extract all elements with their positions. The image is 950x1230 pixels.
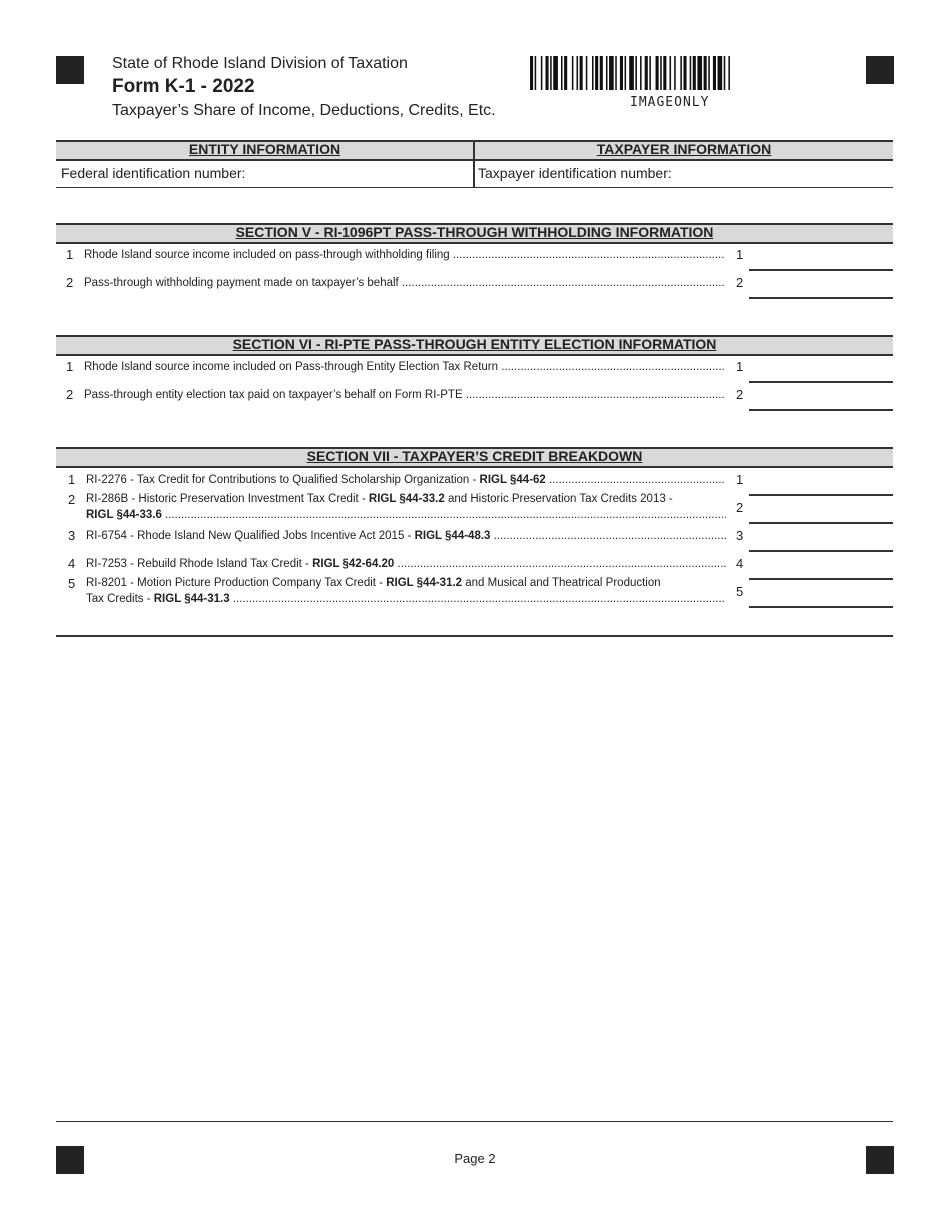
section7-line3-input[interactable] xyxy=(749,523,893,552)
section5-line2-ref: 2 xyxy=(736,275,744,290)
barcode-bar xyxy=(680,56,682,90)
form-title: Form K-1 - 2022 xyxy=(112,76,255,97)
section5-line2-text: Pass-through withholding payment made on taxpayer’s behalf ..... xyxy=(84,277,724,289)
section7-line1-num: 1 xyxy=(68,472,76,487)
barcode-bar xyxy=(629,56,634,90)
barcode-bar xyxy=(577,56,579,90)
section7-line4-num: 4 xyxy=(68,556,76,571)
info-bottom-rule xyxy=(56,187,893,188)
section6-line2-text: Pass-through entity election tax paid on taxpayer’s behalf on Form RI-PTE ..... xyxy=(84,389,724,401)
barcode-bar xyxy=(674,56,676,90)
section5-line2-input[interactable] xyxy=(749,270,893,299)
barcode-bar xyxy=(656,56,659,90)
taxpayer-id-field[interactable] xyxy=(720,161,890,185)
section7-line1-text: RI-2276 - Tax Credit for Contributions to Qualified Scholarship Organization - RIGL §44-62 ..... xyxy=(86,474,724,486)
barcode-bar xyxy=(609,56,614,90)
page-number: Page 2 xyxy=(454,1151,496,1166)
section5-line1-num: 1 xyxy=(66,247,74,262)
barcode-bar xyxy=(635,56,637,90)
section5-line1-ref: 1 xyxy=(736,247,744,262)
barcode-bar xyxy=(693,56,696,90)
barcode-bar xyxy=(697,56,702,90)
barcode-bar xyxy=(718,56,723,90)
section7-title: SECTION VII - TAXPAYER’S CREDIT BREAKDOWN xyxy=(306,448,643,464)
entity-info-header: ENTITY INFORMATION xyxy=(188,141,341,157)
barcode-bar xyxy=(670,56,672,90)
barcode-bar xyxy=(663,56,666,90)
form-subtitle: Taxpayer’s Share of Income, Deductions, Credits, Etc. xyxy=(112,102,496,119)
section6-line2-ref: 2 xyxy=(736,387,744,402)
section7-line3-text: RI-6754 - Rhode Island New Qualified Jobs Incentive Act 2015 - RIGL §44-48.3 ..... xyxy=(86,530,726,542)
section6-line1-input[interactable] xyxy=(749,354,893,383)
barcode-bar xyxy=(606,56,608,90)
section7-line5-ref: 5 xyxy=(736,584,744,599)
section7-line3-num: 3 xyxy=(68,528,76,543)
taxpayer-info-header: TAXPAYER INFORMATION xyxy=(596,141,772,157)
section7-line5-input[interactable] xyxy=(749,579,893,608)
section7-line5-text-b: Tax Credits - RIGL §44-31.3 ..... xyxy=(86,593,726,605)
registration-mark-top-right xyxy=(866,56,894,84)
section6-line2-num: 2 xyxy=(66,387,74,402)
barcode-bar xyxy=(620,56,623,90)
barcode-bar xyxy=(728,56,730,90)
section7-line4-text: RI-7253 - Rebuild Rhode Island Tax Credit - RIGL §42-64.20 ..... xyxy=(86,558,726,570)
barcode-bar xyxy=(690,56,692,90)
section7-line3-ref: 3 xyxy=(736,528,744,543)
barcode-bar xyxy=(580,56,583,90)
barcode-bar xyxy=(683,56,686,90)
section6-line1-ref: 1 xyxy=(736,359,744,374)
barcode-bar xyxy=(535,56,537,90)
section5-line1-input[interactable] xyxy=(749,242,893,271)
barcode-bar xyxy=(530,56,533,90)
registration-mark-top-left xyxy=(56,56,84,84)
barcode xyxy=(530,56,816,90)
barcode-bar xyxy=(600,56,603,90)
barcode-bar xyxy=(592,56,594,90)
barcode-text: IMAGEONLY xyxy=(630,95,710,110)
section7-line4-ref: 4 xyxy=(736,556,744,571)
barcode-bar xyxy=(645,56,648,90)
section7-line2-input[interactable] xyxy=(749,495,893,524)
barcode-bar xyxy=(713,56,716,90)
barcode-bar xyxy=(561,56,563,90)
section6-line1-num: 1 xyxy=(66,359,74,374)
barcode-bar xyxy=(541,56,543,90)
section6-line2-input[interactable] xyxy=(749,382,893,411)
barcode-bar xyxy=(708,56,710,90)
barcode-bar xyxy=(660,56,662,90)
section7-line2-ref: 2 xyxy=(736,500,744,515)
section7-line5-text-a: RI-8201 - Motion Picture Production Company Tax Credit - RIGL §44-31.2 and Musical and Theatrical Production xyxy=(86,577,661,589)
section7-line4-input[interactable] xyxy=(749,551,893,580)
barcode-bar xyxy=(550,56,552,90)
barcode-bar xyxy=(640,56,642,90)
barcode-bar xyxy=(615,56,617,90)
section7-line2-text-a: RI-286B - Historic Preservation Investment Tax Credit - RIGL §44-33.2 and Historic Preservation Tax Credits 2013 - xyxy=(86,493,673,505)
section5-line2-num: 2 xyxy=(66,275,74,290)
federal-id-label: Federal identification number: xyxy=(61,165,246,181)
section7-line1-ref: 1 xyxy=(736,472,744,487)
barcode-bar xyxy=(724,56,726,90)
section6-title: SECTION VI - RI-PTE PASS-THROUGH ENTITY ELECTION INFORMATION xyxy=(232,336,717,352)
barcode-bar xyxy=(649,56,651,90)
agency-name: State of Rhode Island Division of Taxation xyxy=(112,55,408,72)
barcode-bar xyxy=(595,56,598,90)
section7-line2-num: 2 xyxy=(68,492,76,507)
barcode-bar xyxy=(572,56,574,90)
section7-line5-num: 5 xyxy=(68,576,76,591)
barcode-bar xyxy=(704,56,707,90)
barcode-bar xyxy=(625,56,627,90)
barcode-bar xyxy=(586,56,588,90)
taxpayer-id-label: Taxpayer identification number: xyxy=(478,165,672,181)
section7-line1-input[interactable] xyxy=(749,467,893,496)
federal-id-field[interactable] xyxy=(300,161,470,185)
barcode-bar xyxy=(564,56,567,90)
section5-title: SECTION V - RI-1096PT PASS-THROUGH WITHHOLDING INFORMATION xyxy=(235,224,714,240)
barcode-bar xyxy=(546,56,549,90)
section7-line2-text-b: RIGL §44-33.6 ..... xyxy=(86,509,726,521)
barcode-bar xyxy=(553,56,558,90)
footer-rule xyxy=(56,1121,893,1122)
section7-bottom-rule xyxy=(56,635,893,637)
section5-line1-text: Rhode Island source income included on pass-through withholding filing ..... xyxy=(84,249,724,261)
section6-line1-text: Rhode Island source income included on Pass-through Entity Election Tax Return ..... xyxy=(84,361,724,373)
